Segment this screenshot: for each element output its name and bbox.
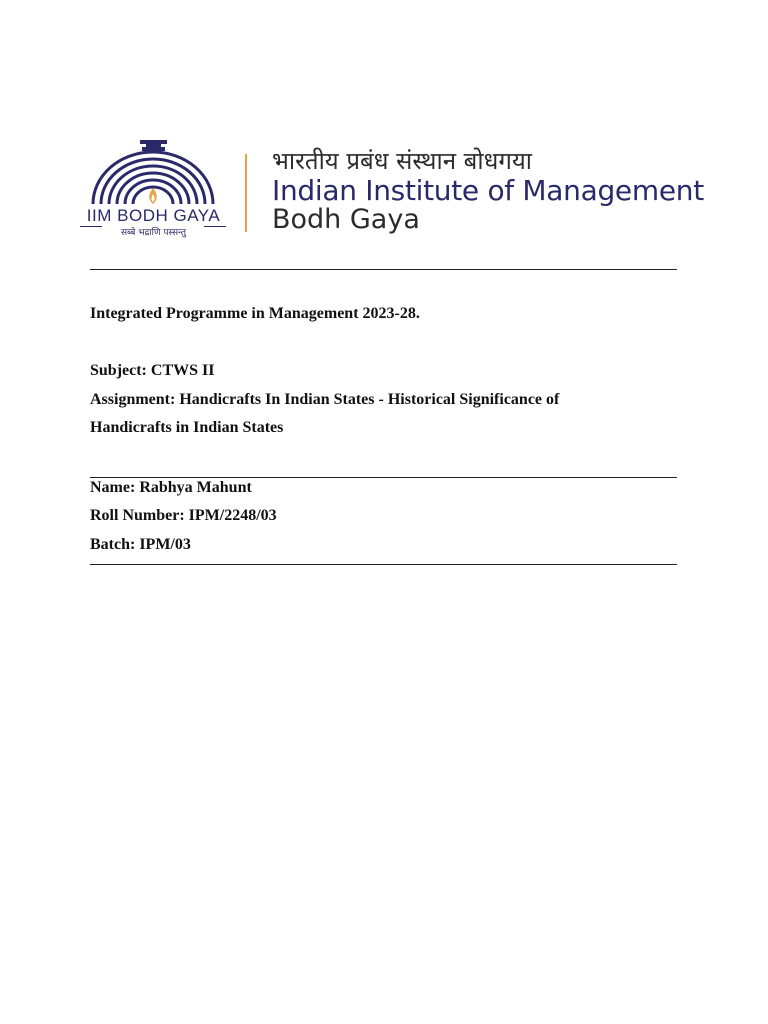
batch-label: Batch:	[90, 536, 136, 553]
assignment-line	[90, 390, 559, 410]
top-rule	[90, 269, 677, 270]
logo-divider	[245, 154, 247, 232]
motto-rule-right	[204, 226, 226, 227]
institute-name-hindi: भारतीय प्रबंध संस्थान बोधगया	[272, 147, 533, 175]
subject-line	[90, 361, 214, 381]
batch-line	[90, 535, 191, 555]
emblem-motto: सब्बे भद्राणि पस्सन्तु	[120, 228, 187, 238]
programme-title: Integrated Programme in Management 2023-28.	[90, 305, 420, 322]
subject-value: CTWS II	[150, 362, 215, 379]
name-value: Rabhya Mahunt	[139, 479, 252, 496]
roll-number-label: Roll Number:	[90, 507, 185, 524]
institute-logo	[76, 138, 231, 238]
assignment-label: Assignment:	[90, 391, 176, 408]
bottom-rule	[90, 564, 677, 565]
institute-name-english: Indian Institute of Management	[272, 174, 704, 207]
subject-label: Subject:	[90, 362, 147, 379]
batch-value: IPM/03	[139, 536, 191, 553]
name-line	[90, 478, 252, 498]
name-label: Name:	[90, 479, 136, 496]
assignment-value-continued: Handicrafts in Indian States	[90, 419, 284, 436]
roll-number-line	[90, 506, 277, 526]
motto-rule-left	[80, 226, 102, 227]
institute-header	[76, 138, 726, 238]
institute-location: Bodh Gaya	[272, 204, 420, 235]
emblem-wordmark: IIM BODH GAYA	[86, 206, 221, 225]
assignment-value: Handicrafts In Indian States - Historical Significance of	[179, 391, 560, 408]
roll-number-value: IPM/2248/03	[188, 507, 277, 524]
